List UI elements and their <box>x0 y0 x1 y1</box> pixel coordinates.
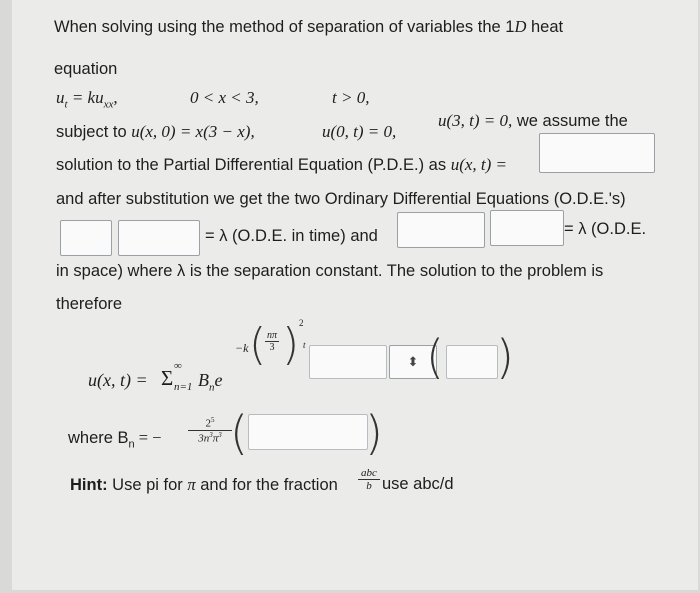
hint-text-c: use abc/d <box>382 475 454 493</box>
solution-assumption-line <box>56 155 507 175</box>
bn-open-paren: ( <box>230 406 248 460</box>
exponent-input[interactable] <box>309 345 387 379</box>
bn-fraction <box>188 416 232 444</box>
subject-to-text: subject to <box>56 123 132 141</box>
bn-frac-num-pow: 5 <box>211 416 215 424</box>
exp-k: −k <box>235 341 249 355</box>
bn-letter: B <box>198 370 209 390</box>
hint-pi: π <box>187 475 196 494</box>
intro-text-end: heat <box>530 18 564 36</box>
pde-sub-t: t <box>64 98 68 111</box>
hint-label: Hint: <box>70 476 108 494</box>
separated-solution-input[interactable] <box>539 133 655 173</box>
pde-rhs: = ku <box>67 88 104 107</box>
hint-frac-den: b <box>366 480 372 492</box>
space-ode-input-2[interactable] <box>490 210 564 246</box>
hint-text-a: Use pi for <box>107 476 188 494</box>
time-ode-input-2[interactable] <box>118 220 200 256</box>
conditions-line <box>56 122 255 142</box>
solution-lhs: u(x, t) = <box>88 370 148 390</box>
bn-frac-num-base: 2 <box>205 417 211 430</box>
bn-close-paren: ) <box>365 406 383 460</box>
hint-line <box>70 475 338 495</box>
time-ode-label: = λ (O.D.E. in time) and <box>205 227 378 245</box>
chevron-updown-icon: ⬍ <box>407 354 419 369</box>
space-ode-label: = λ (O.D.E. <box>564 220 647 238</box>
sum-upper-limit: ∞ <box>174 360 182 372</box>
assumption-text: solution to the Partial Differential Equation (P.D.E.) as <box>56 156 451 174</box>
bn-frac-den-pow1: 3 <box>209 430 213 439</box>
equation-word: equation <box>54 60 118 78</box>
bn-frac-den-base: 3n <box>198 432 210 445</box>
exp-power: 2 <box>299 318 304 328</box>
intro-text: When solving using the method of separation of variables the 1 <box>54 18 515 36</box>
assume-text: we assume the <box>512 112 628 130</box>
u-of-xt: u(x, t) = <box>450 155 507 174</box>
bn-integral-input[interactable] <box>248 414 368 450</box>
question-card <box>12 0 698 590</box>
exp-t: t <box>303 340 306 350</box>
where-text: where B <box>68 429 129 447</box>
bn-coefficient <box>198 370 223 394</box>
bn-frac-num <box>188 416 232 431</box>
time-ode-input-1[interactable] <box>60 220 112 256</box>
hint-frac-num: abc <box>358 467 380 480</box>
sum-lower-limit: n=1 <box>174 381 193 393</box>
t-domain: t > 0, <box>332 88 370 107</box>
bn-frac-den-pow2: 3 <box>218 430 222 439</box>
separation-constant-line: in space) where λ is the separation constant. The solution to the problem is <box>56 262 604 280</box>
hint-fraction <box>358 467 380 492</box>
where-bn-label <box>68 428 162 450</box>
pde-u: u <box>56 88 65 107</box>
exp-fraction-den: 3 <box>269 342 275 353</box>
bn-frac-den <box>188 431 232 445</box>
boundary-condition-right: u(3, t) = 0, <box>438 111 513 130</box>
initial-condition: u(x, 0) = x(3 − x), <box>131 122 255 141</box>
dimension-symbol: D <box>514 17 527 36</box>
bn-subscript: n <box>209 381 215 394</box>
exp-base: e <box>214 370 223 390</box>
exp-close-paren: ) <box>282 319 300 370</box>
exp-fraction <box>265 330 279 353</box>
func-open-paren: ( <box>426 330 444 384</box>
ode-intro-line: and after substitution we get the two Ordinary Differential Equations (O.D.E.'s) <box>56 190 626 208</box>
exp-fraction-num: nπ <box>266 330 277 341</box>
boundary-condition-left: u(0, t) = 0, <box>322 122 397 141</box>
space-ode-input-1[interactable] <box>397 212 485 248</box>
x-domain: 0 < x < 3, <box>190 88 259 107</box>
boundary-line <box>438 111 628 131</box>
where-sub: n <box>128 438 135 451</box>
function-argument-input[interactable] <box>446 345 498 379</box>
bn-frac-den-pi: π <box>212 432 219 445</box>
func-close-paren: ) <box>496 330 514 384</box>
where-eq: = − <box>134 428 162 447</box>
hint-text-b: and for the fraction <box>195 476 338 494</box>
pde-comma: , <box>113 88 118 107</box>
therefore-word: therefore <box>56 295 123 313</box>
intro-line <box>54 17 563 37</box>
exp-open-paren: ( <box>249 319 267 370</box>
heat-pde <box>56 88 118 110</box>
pde-sub-xx: xx <box>103 98 114 111</box>
sum-symbol: Σ <box>161 366 174 390</box>
